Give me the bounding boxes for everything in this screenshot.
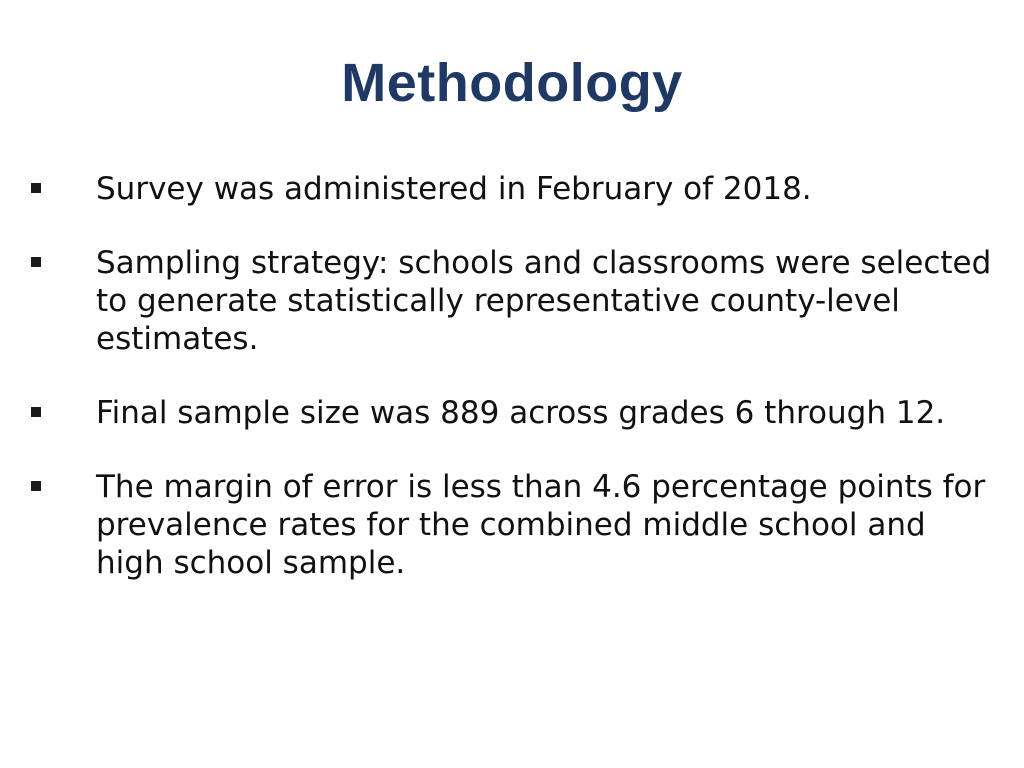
- bullet-item-margin-of-error: [0, 468, 1024, 582]
- bullet-item-sample-size: [0, 394, 1024, 432]
- square-bullet-icon: [31, 481, 41, 491]
- slide-title: Methodology: [341, 53, 683, 113]
- bullet-text: Survey was administered in February of 2018.: [96, 171, 812, 207]
- bullet-text: Sampling strategy: schools and classrooms were selected to generate statistically representative county-level estimates.: [96, 245, 992, 357]
- bullet-text: The margin of error is less than 4.6 percentage points for prevalence rates for the combined middle school and high school sample.: [96, 469, 986, 581]
- square-bullet-icon: [31, 183, 41, 193]
- bullet-list: [0, 170, 1024, 618]
- bullet-text: Final sample size was 889 across grades 6 through 12.: [96, 395, 946, 431]
- square-bullet-icon: [31, 257, 41, 267]
- bullet-item-sampling-strategy: [0, 244, 1024, 358]
- square-bullet-icon: [31, 407, 41, 417]
- bullet-item-survey-date: [0, 170, 1024, 208]
